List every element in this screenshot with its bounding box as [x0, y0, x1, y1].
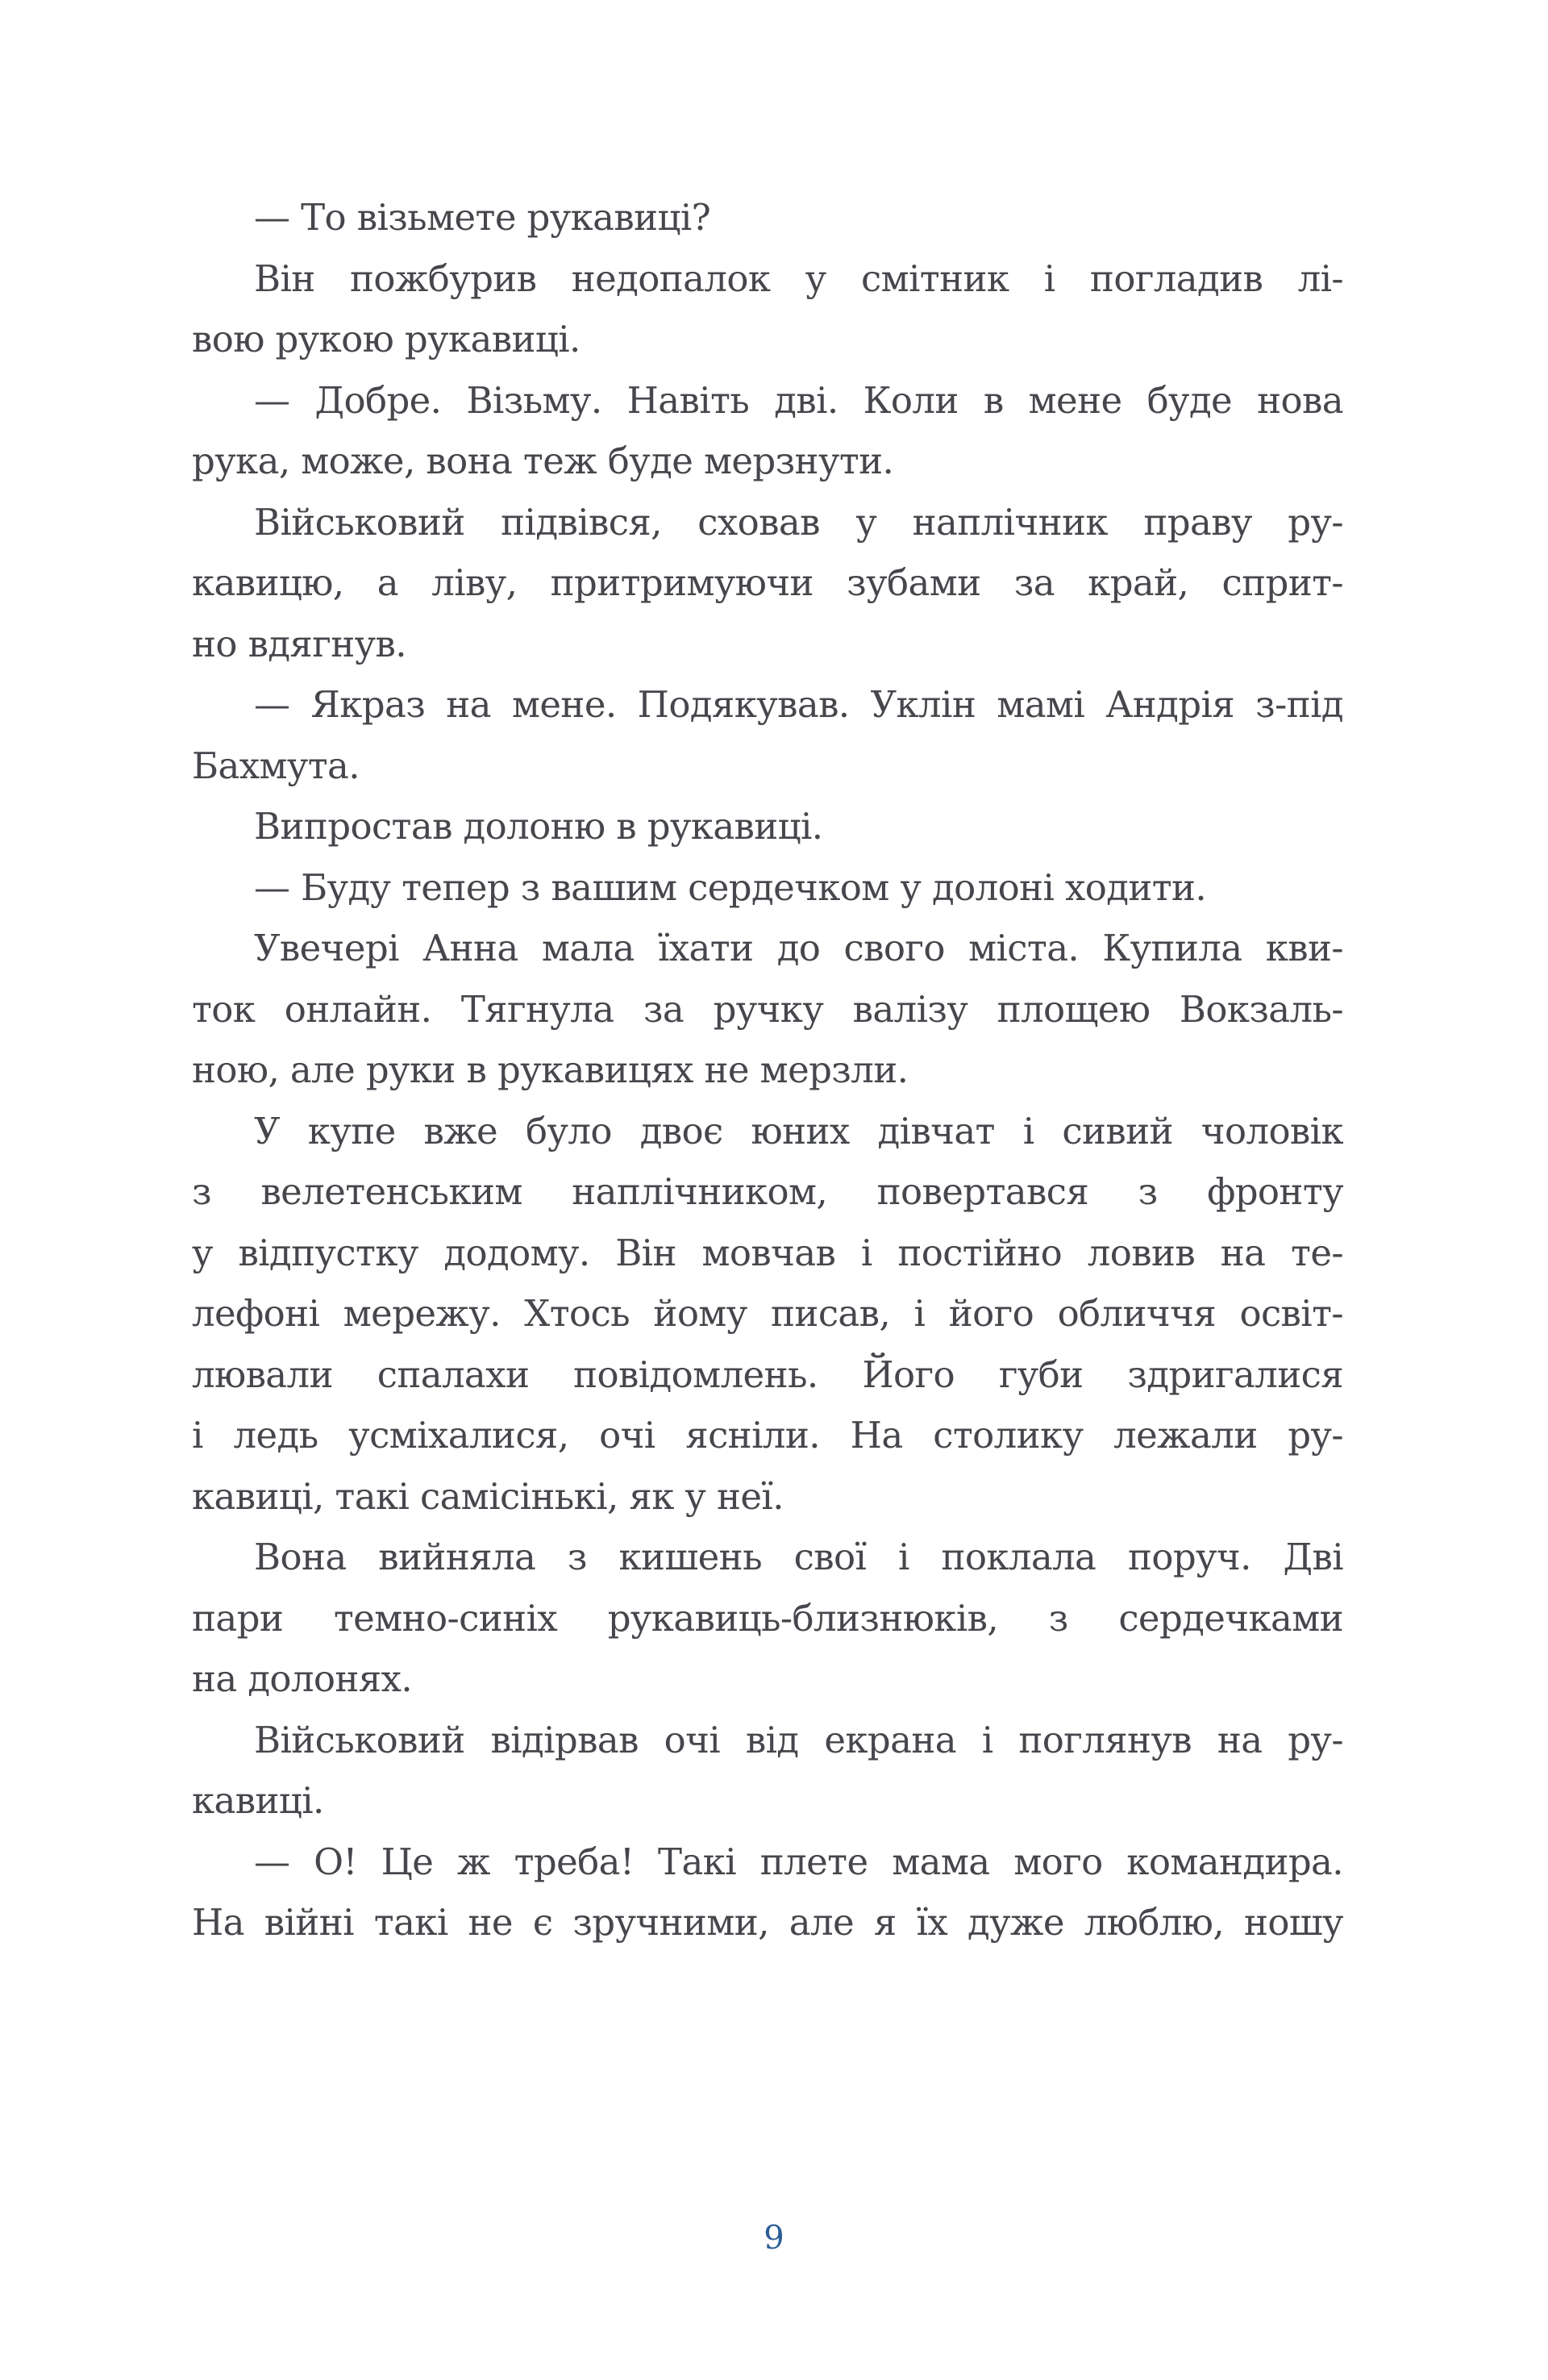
- text-line: лефоні мережу. Хтось йому писав, і його обличчя освіт-: [192, 1292, 1343, 1335]
- text-line: Він пожбурив недопалок у смітник і погладив лі-: [254, 256, 1343, 300]
- text-line: ною, але руки в рукавицях не мерзли.: [192, 1048, 909, 1091]
- text-line: — О! Це ж треба! Такі плете мама мого командира.: [254, 1840, 1343, 1883]
- text-line: Вона вийняла з кишень свої і поклала поруч. Дві: [254, 1536, 1343, 1578]
- text-line: — То візьмете рукавиці?: [254, 196, 711, 239]
- text-line: з велетенським наплічником, повертався з фронту: [192, 1170, 1343, 1213]
- text-line: Військовий підвівся, сховав у наплічник праву ру-: [254, 500, 1343, 544]
- page-number: 9: [764, 2220, 784, 2257]
- text-line: Увечері Анна мала їхати до свого міста. Купила кви-: [254, 927, 1343, 969]
- text-line: У купе вже було двоє юних дівчат і сивий чоловік: [254, 1109, 1343, 1152]
- text-line: — Буду тепер з вашим сердечком у долоні ходити.: [254, 865, 1207, 909]
- text-line: Бахмута.: [192, 744, 360, 787]
- text-line: Випростав долоню в рукавиці.: [254, 805, 823, 848]
- text-line: лювали спалахи повідомлень. Його губи здригалися: [192, 1353, 1343, 1396]
- text-line: Військовий відірвав очі від екрана і поглянув на ру-: [254, 1718, 1343, 1761]
- text-line: кавиці, такі самісінькі, як у неї.: [192, 1474, 784, 1518]
- text-line: рука, може, вона теж буде мерзнути.: [192, 440, 894, 482]
- text-line: на долонях.: [192, 1657, 413, 1700]
- page-body: [192, 187, 1343, 1953]
- text-line: — Якраз на мене. Подякував. Уклін мамі Андрія з-під: [254, 683, 1343, 726]
- text-line: На війні такі не є зручними, але я їх дуже люблю, ношу: [192, 1901, 1343, 1944]
- text-line: кавицю, а ліву, притримуючи зубами за край, сприт-: [192, 561, 1343, 604]
- text-line: ток онлайн. Тягнула за ручку валізу площею Вокзаль-: [192, 987, 1343, 1031]
- text-line: пари темно-синіх рукавиць-близнюків, з сердечками: [192, 1596, 1343, 1640]
- text-line: у відпустку додому. Він мовчав і постійно ловив на те-: [192, 1231, 1343, 1274]
- text-line: — Добре. Візьму. Навіть дві. Коли в мене буде нова: [254, 378, 1343, 422]
- text-line: і ледь усміхалися, очі ясніли. На столику лежали ру-: [192, 1414, 1343, 1457]
- text-line: кавиці.: [192, 1779, 324, 1822]
- text-line: вою рукою рукавиці.: [192, 318, 580, 361]
- text-line: но вдягнув.: [192, 622, 406, 665]
